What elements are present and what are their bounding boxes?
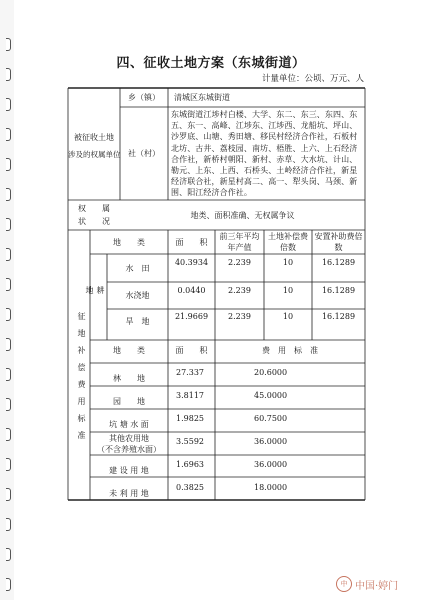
crow-1-area: 40.3934 xyxy=(174,258,209,267)
orow-3-type: 坑 塘 水 面 xyxy=(109,420,149,429)
binding-edge xyxy=(0,0,14,600)
crow-2-type: 水浇地 xyxy=(125,291,150,300)
village-value: 东城街道江埗村白楼、大学、东二、东三、东四、东五、东一、高峰、江埗东、江埗西、龙船坑、坪山、沙罗底、山塘、秀田塘、移民村经济合作社，石板村北坊、古井、荔枝园、南坊、梧胜、上六、上石经济合作社，新桥村朝阳、新村、赤草、大水坑、计山、勒元、上东、上西、石桥头、土岭经济合作社，新星经济联合社，新星村高二、高一、犁头岗、马颈、新围、阳江经济合作社。 xyxy=(171,110,358,198)
orow-3-area: 1.9825 xyxy=(176,414,204,423)
compensation-side-label: 征地补偿费用标准 xyxy=(77,312,86,448)
page-title: 四、征收土地方案（东城街道） xyxy=(116,56,306,71)
crow-3-multiple: 10 xyxy=(282,312,294,321)
crow-3-area: 21.9669 xyxy=(174,312,209,321)
h1-resettle: 安置补助费倍 数 xyxy=(314,232,379,252)
crow-3-resettle: 16.1289 xyxy=(321,312,356,321)
orow-1-standard: 20.6000 xyxy=(254,368,288,377)
h1-land-type: 地 类 xyxy=(113,238,145,247)
orow-4-standard: 36.0000 xyxy=(254,437,288,446)
crow-3-output: 2.239 xyxy=(228,312,251,321)
orow-5-type: 建 设 用 地 xyxy=(109,466,149,475)
seal-icon: 中 xyxy=(336,576,352,592)
town-value: 清城区东城街道 xyxy=(174,93,230,102)
crow-3-type: 旱 地 xyxy=(125,317,150,326)
orow-2-type: 园 地 xyxy=(113,397,145,406)
orow-6-standard: 18.0000 xyxy=(254,483,288,492)
orow-2-area: 3.8117 xyxy=(176,391,204,400)
h1-multiple: 土地补偿费倍数 xyxy=(268,232,308,252)
orow-2-standard: 45.0000 xyxy=(254,391,288,400)
watermark-text: 中国·婷门 xyxy=(355,580,399,592)
orow-1-area: 27.337 xyxy=(176,368,204,377)
orow-5-standard: 36.0000 xyxy=(254,460,288,469)
watermark xyxy=(336,576,398,592)
rights-owner-label: 被征收土地 涉及的权属单位 xyxy=(68,133,121,159)
cultivated-label: 耕地 xyxy=(85,286,105,316)
orow-4-area: 3.5592 xyxy=(176,437,204,446)
h1-area: 面 积 xyxy=(175,238,208,247)
orow-1-type: 林 地 xyxy=(113,374,145,383)
crow-2-area: 0.0440 xyxy=(177,286,206,295)
h1-avg-output: 前三年平均年产值 xyxy=(219,232,260,252)
crow-1-type: 水 田 xyxy=(125,264,150,273)
town-label: 乡（镇） xyxy=(128,93,160,102)
orow-6-type: 未 利 用 地 xyxy=(109,489,149,498)
village-label: 社（村） xyxy=(128,149,160,158)
h2-land-type: 地 类 xyxy=(113,346,145,355)
orow-3-standard: 60.7500 xyxy=(254,414,288,423)
orow-5-area: 1.6963 xyxy=(176,460,204,469)
crow-2-resettle: 16.1289 xyxy=(321,286,356,295)
crow-2-multiple: 10 xyxy=(282,286,294,295)
crow-1-multiple: 10 xyxy=(282,258,294,267)
crow-2-output: 2.239 xyxy=(228,286,251,295)
orow-6-area: 0.3825 xyxy=(176,483,204,492)
status-value: 地类、面积准确、无权属争议 xyxy=(190,211,295,220)
status-label: 权 属 状 况 xyxy=(78,204,110,226)
crow-1-resettle: 16.1289 xyxy=(321,258,356,267)
orow-4-type: 其他农用地 （不含养殖水面） xyxy=(97,434,161,454)
h2-area: 面 积 xyxy=(175,346,208,355)
unit-note: 计量单位：公顷、万元、人 xyxy=(261,74,364,84)
crow-1-output: 2.239 xyxy=(228,258,251,267)
h2-standard: 费 用 标 准 xyxy=(262,346,318,355)
